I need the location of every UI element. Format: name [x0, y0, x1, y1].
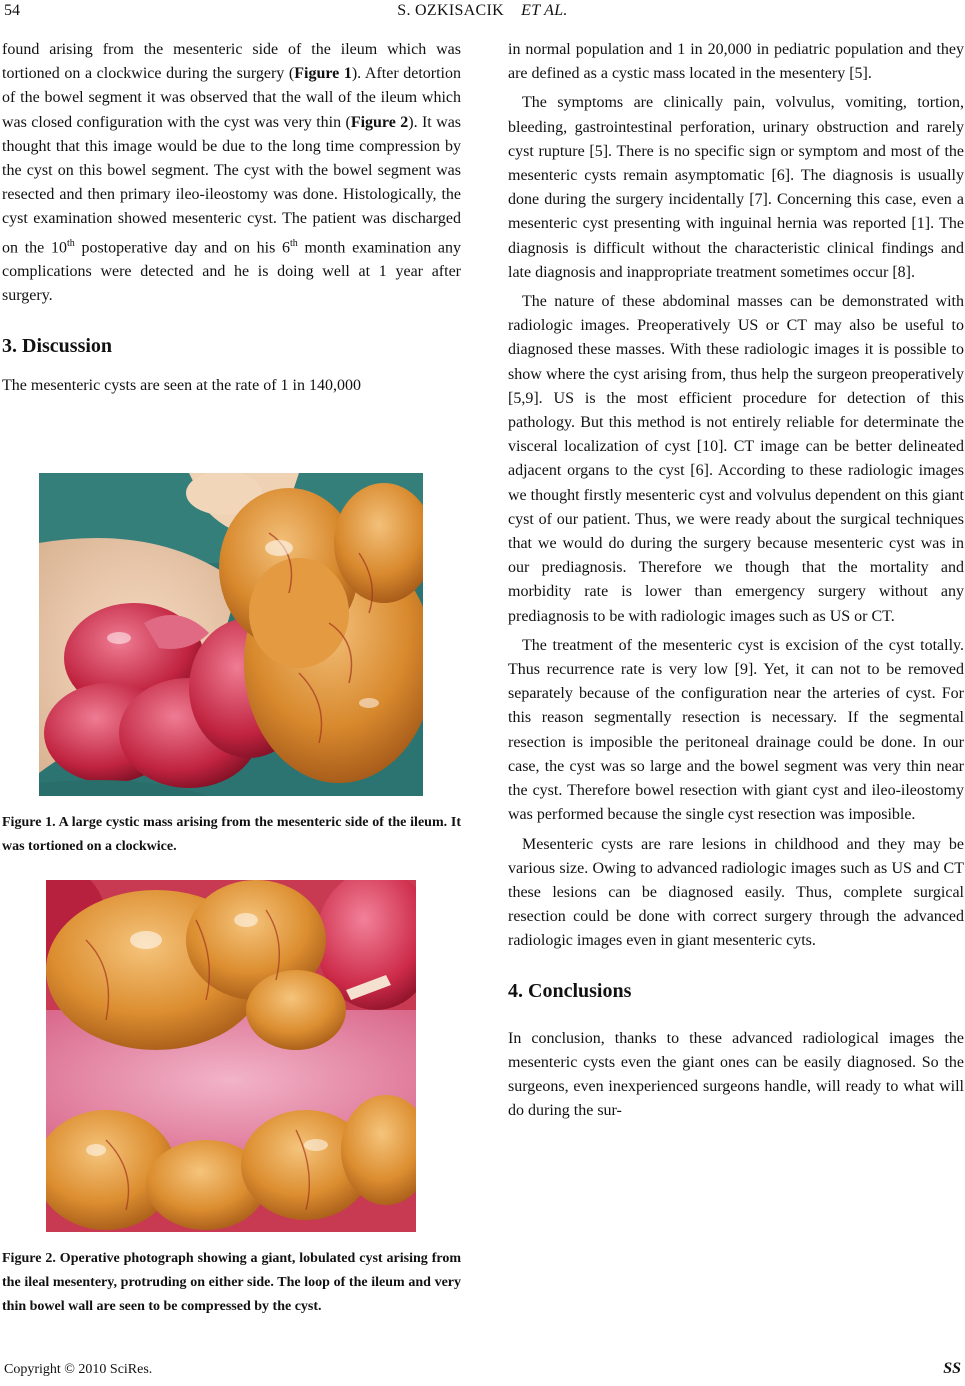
- figure-1-photo: [39, 473, 423, 796]
- running-head: [0, 2, 965, 20]
- figure-1-caption: Figure 1. A large cystic mass arising from the mesenteric side of the ileum. It was tortioned on a clockwice.: [2, 815, 461, 854]
- text-run: ). After detortion of the bowel segment it was observed that the wall of the ileum which was closed configuration with the cyst was very thin (: [2, 65, 461, 131]
- page-number: 54: [4, 2, 20, 19]
- paragraph: Mesenteric cysts are rare lesions in childhood and they may be various size. Owing to advanced radiologic images such as US and CT these lesions can be diagnosed easily. Thus, complete surgical resection could be done with correct surgery through the advanced radiologic images even in giant mesenteric cyts.: [508, 835, 964, 950]
- figure-2-caption: Figure 2. Operative photograph showing a giant, lobulated cyst arising from the ileal mesentery, protruding on either side. The loop of the ileum and very thin bowel wall are seen to be compressed by the cyst.: [2, 1251, 461, 1314]
- paragraph: The treatment of the mesenteric cyst is excision of the cyst totally. Thus recurrence rate is very low [9]. Yet, it can not to be removed separately because of the configuration near the arteries of cyst. For this reason segmentally resection is necessary. If the segmental resection is imposible the peritoneal drainage could be done. In our case, the cyst was so large and the bowel segment was very thin near the cyst. Therefore bowel resection with giant cyst and ileo-ileostomy was performed because the single cyst resection was imposible.: [508, 636, 964, 824]
- superscript: th: [290, 237, 298, 249]
- conclusions-paragraph: In conclusion, thanks to these advanced radiological images the mesenteric cysts even the giant ones can be easily diagnosed. So the surgeons, even inexperienced surgeons handle, will ready to what will do during the sur-: [508, 1029, 964, 1120]
- running-head-authors: S. OZKISACIK: [397, 2, 504, 19]
- figure-1-ref: Figure 1: [294, 65, 352, 83]
- discussion-paragraph: The mesenteric cysts are seen at the rate of 1 in 140,000: [2, 376, 361, 394]
- right-column: [508, 38, 964, 1123]
- paragraph: The nature of these abdominal masses can be demonstrated with radiologic images. Preoperatively US or CT may also be useful to diagnosed these masses. With these radiologic images it is possible to show where the cyst arising from, thus help the surgeon preoperatively [5,9]. US is the most efficient procedure for detection of this pathology. But this method is not entirely reliable for determinate the visceral localization of cyst [10]. CT image can be better delineated adjacent organs to the cyst [6]. According to these radiologic images we thought firstly mesenteric cyst and volvulus dependent on this giant cyst of our patient. Thus, we were ready about the surgical techniques that we would do during the surgery because mesenteric cyst was in our prediagnosis. Therefore we though that the mortality and morbidity rate is lower than emergency surgery without any prediagnosis to be with radiologic images such as US or CT.: [508, 293, 964, 625]
- footer-journal: SS: [943, 1360, 961, 1377]
- text-run: found arising from the mesenteric side of the ileum which was tortioned on a clockwice during the surgery (: [2, 41, 461, 83]
- discussion-heading: 3. Discussion: [2, 334, 113, 357]
- footer-copyright: Copyright © 2010 SciRes.: [4, 1362, 153, 1377]
- running-head-et-al: ET AL.: [521, 2, 568, 19]
- superscript: th: [66, 237, 75, 249]
- text-run: ). It was thought that this image would be due to the long time compression by the cyst on this bowel segment. The cyst with the bowel segment was resected and then primary ileo-ileostomy was done. Histologically, the cyst examination showed mesenteric cyst. The patient was discharged on the 10: [2, 113, 462, 256]
- figure-2-ref: Figure 2: [350, 113, 409, 131]
- text-run: month examination any complications were detected and he is doing well at 1 year after surgery.: [2, 238, 461, 305]
- conclusions-heading: 4. Conclusions: [508, 979, 632, 1002]
- paragraph: in normal population and 1 in 20,000 in pediatric population and they are defined as a cystic mass located in the mesentery [5].: [508, 41, 964, 83]
- case-paragraph: [2, 38, 461, 309]
- text-run: postoperative day and on his 6: [74, 238, 291, 256]
- left-column: [2, 38, 461, 398]
- figure-2-photo: [46, 880, 416, 1232]
- paragraph: The symptoms are clinically pain, volvulus, vomiting, tortion, bleeding, gastrointestinal perforation, urinary obstruction and rarely cyst rupture [5]. There is no specific sign or symptom and most of the mesenteric cysts remain asymptomatic [6]. The diagnosis is usually done during the surgery incidentally [7]. Concerning this case, even a mesenteric cyst presenting with inguinal hernia was reported [1]. The diagnosis is difficult without the characteristic clinical findings and late diagnosis and inappropriate treatment sometimes occur [8].: [508, 94, 964, 281]
